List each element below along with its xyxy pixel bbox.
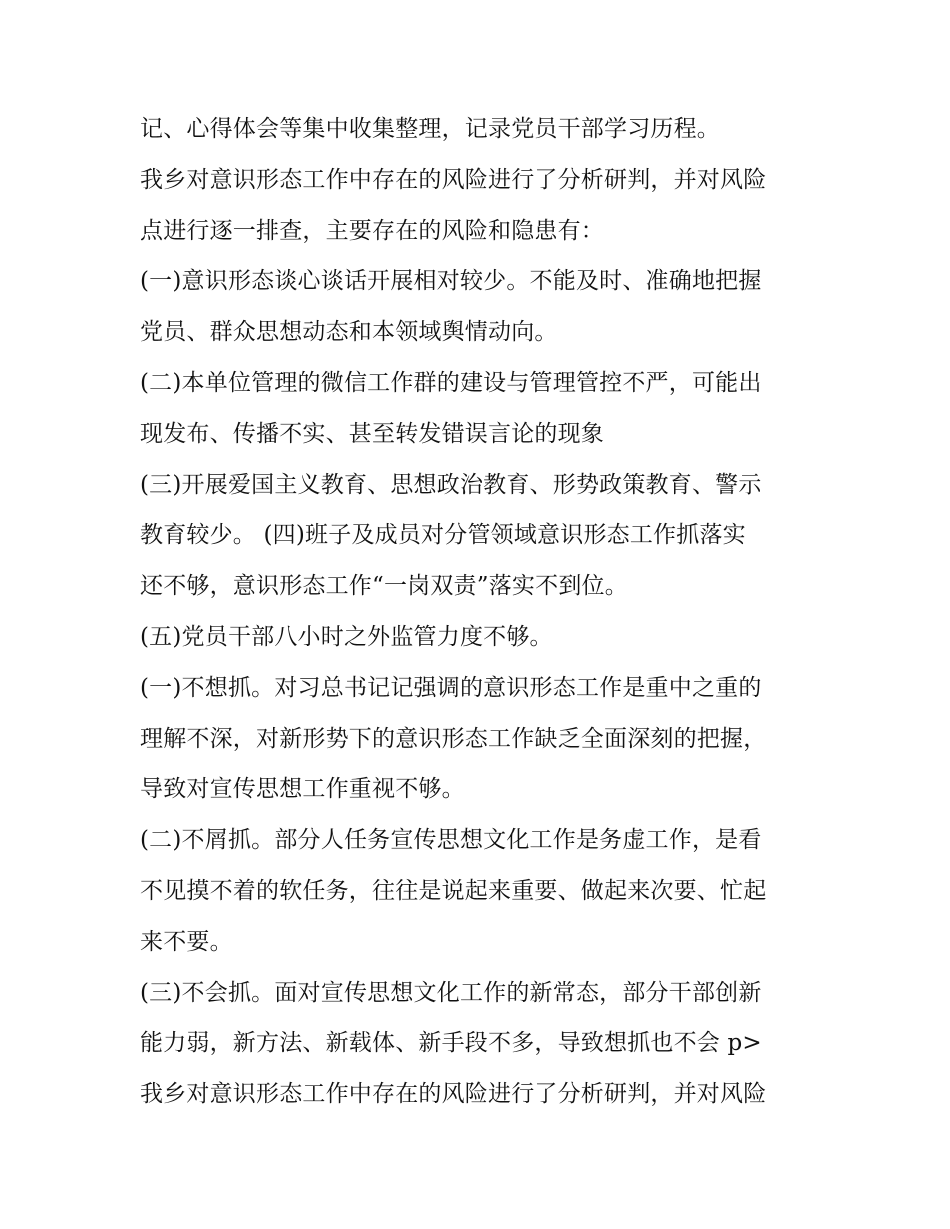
text-line: (一)不想抓。对习总书记记强调的意识形态工作是重中之重的 — [140, 674, 762, 701]
text-line: 党员、群众思想动态和本领域舆情动向。 — [140, 319, 558, 346]
text-line: 点进行逐一排查，主要存在的风险和隐患有： — [140, 217, 604, 244]
text-line: 现发布、传播不实、甚至转发错误言论的现象 — [140, 420, 604, 447]
text-line: 理解不深，对新形势下的意识形态工作缺乏全面深刻的把握， — [140, 725, 767, 752]
text-line: (二)本单位管理的微信工作群的建设与管理管控不严，可能出 — [140, 369, 762, 396]
text-line: 还不够，意识形态工作“一岗双责”落实不到位。 — [140, 573, 628, 600]
text-line: (一)意识形态谈心谈话开展相对较少。不能及时、准确地把握 — [140, 268, 762, 295]
text-line: 能力弱，新方法、新载体、新手段不多，导致想抓也不会 p> — [140, 1030, 762, 1057]
text-line: 我乡对意识形态工作中存在的风险进行了分析研判，并对风险 — [140, 1081, 767, 1108]
text-line: 来不要。 — [140, 928, 233, 955]
text-line: 教育较少。 (四)班子及成员对分管领域意识形态工作抓落实 — [140, 522, 746, 549]
text-line: (五)党员干部八小时之外监管力度不够。 — [140, 623, 553, 650]
text-line: (三)开展爱国主义教育、思想政治教育、形势政策教育、警示 — [140, 471, 762, 498]
text-line: (二)不屑抓。部分人任务宣传思想文化工作是务虚工作，是看 — [140, 827, 762, 854]
document-body — [140, 104, 830, 1120]
text-line: 导致对宣传思想工作重视不够。 — [140, 776, 465, 803]
text-line: 记、心得体会等集中收集整理，记录党员干部学习历程。 — [140, 116, 720, 142]
text-line: 不见摸不着的软任务，往往是说起来重要、做起来次要、忙起 — [140, 877, 767, 904]
text-line: (三)不会抓。面对宣传思想文化工作的新常态，部分干部创新 — [140, 979, 762, 1006]
text-line: 我乡对意识形态工作中存在的风险进行了分析研判，并对风险 — [140, 166, 767, 193]
